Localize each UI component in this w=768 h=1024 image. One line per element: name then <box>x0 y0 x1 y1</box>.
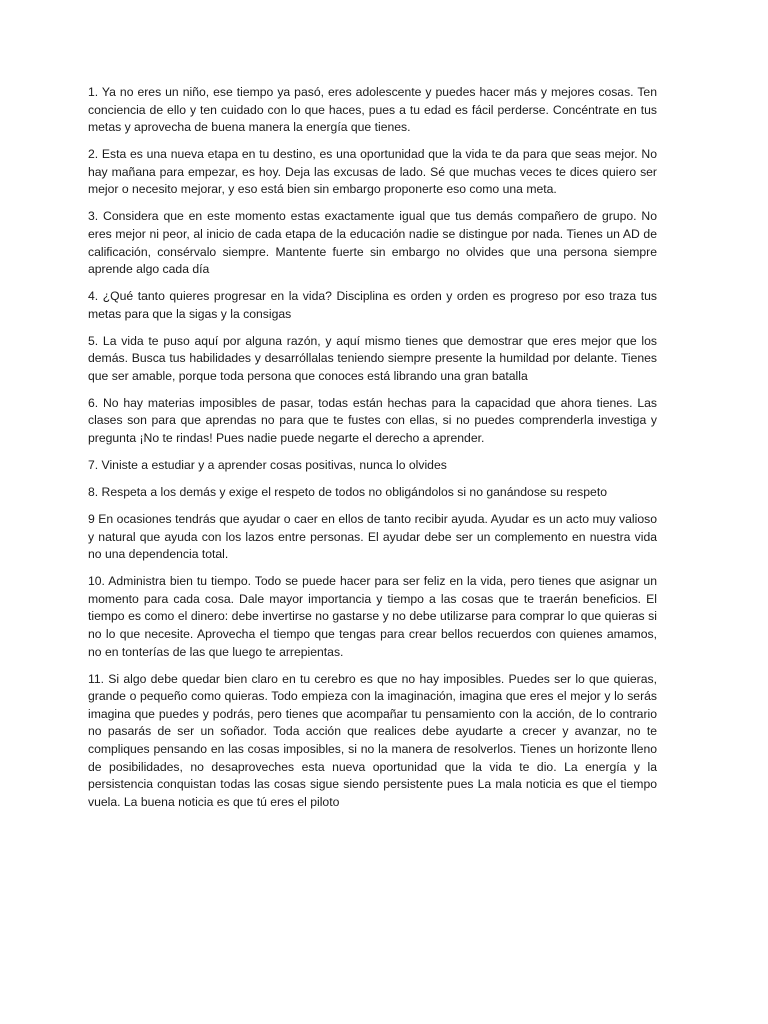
paragraph-10: 10. Administra bien tu tiempo. Todo se puede hacer para ser feliz en la vida, pero tienes que asignar un momento para cada cosa. Dale mayor importancia y tiempo a las cosas que te traerán beneficios. El tiempo es como el dinero: debe invertirse no gastarse y no debe utilizarse para comprar lo que quieras si no lo que necesite. Aprovecha el tiempo que tengas para crear bellos recuerdos con quienes amamos, no en tonterías de las que luego te arrepientas. <box>88 574 657 659</box>
paragraph-5: 5. La vida te puso aquí por alguna razón, y aquí mismo tienes que demostrar que eres mejor que los demás. Busca tus habilidades y desarróllalas teniendo siempre presente la humildad por delante. Tienes que ser amable, porque toda persona que conoces está librando una gran batalla <box>88 333 657 383</box>
paragraph-11: 11. Si algo debe quedar bien claro en tu cerebro es que no hay imposibles. Puedes ser lo que quieras, grande o pequeño como quieras. Todo empieza con la imaginación, imagina que eres el mejor y lo serás imagina que puedes y podrás, pero tienes que acompañar tu pensamiento con la acción, de lo contrario no pasarás de ser un soñador. Toda acción que realices debe ayudarte a crecer y avanzar, no te compliques pensando en las cosas imposibles, si no la manera de resolverlos. Tienes un horizonte lleno de posibilidades, no desaproveches esta nueva oportunidad que la vida te dio. La energía y la persistencia conquistan todas las cosas sigue siendo persistente pues La mala noticia es que el tiempo vuela. La buena noticia es que tú eres el piloto <box>88 671 657 809</box>
paragraph-2: 2. Esta es una nueva etapa en tu destino, es una oportunidad que la vida te da para que seas mejor. No hay mañana para empezar, es hoy. Deja las excusas de lado. Sé que muchas veces te dices quiero ser mejor o necesito mejorar, y eso está bien sin embargo proponerte eso como una meta. <box>88 147 657 197</box>
paragraph-8: 8. Respeta a los demás y exige el respeto de todos no obligándolos si no ganándose su respeto <box>88 485 607 500</box>
paragraph-3: 3. Considera que en este momento estas exactamente igual que tus demás compañero de grupo. No eres mejor ni peor, al inicio de cada etapa de la educación nadie se distingue por nada. Tienes un AD de calificación, consérvalo siempre. Mantente fuerte sin embargo no olvides que una persona siempre aprende algo cada día <box>88 209 657 277</box>
paragraph-6: 6. No hay materias imposibles de pasar, todas están hechas para la capacidad que ahora tienes. Las clases son para que aprendas no para que te fustes con ellas, si no puedes comprenderla investiga y pregunta ¡No te rindas! Pues nadie puede negarte el derecho a aprender. <box>88 395 657 446</box>
paragraph-1: 1. Ya no eres un niño, ese tiempo ya pasó, eres adolescente y puedes hacer más y mejores cosas. Ten conciencia de ello y ten cuidado con lo que haces, pues a tu edad es fácil perderse. Concéntrate en tus metas y aprovecha de buena manera la energía que tienes. <box>88 85 657 135</box>
paragraph-9: 9 En ocasiones tendrás que ayudar o caer en ellos de tanto recibir ayuda. Ayudar es un acto muy valioso y natural que ayuda con los lazos entre personas. El ayudar debe ser un complemento en nuestra vida no una dependencia total. <box>88 512 657 562</box>
paragraph-4: 4. ¿Qué tanto quieres progresar en la vida? Disciplina es orden y orden es progreso por eso traza tus metas para que la sigas y la consigas <box>88 289 657 321</box>
document-page <box>88 84 657 821</box>
paragraph-7: 7. Viniste a estudiar y a aprender cosas positivas, nunca lo olvides <box>88 458 447 473</box>
